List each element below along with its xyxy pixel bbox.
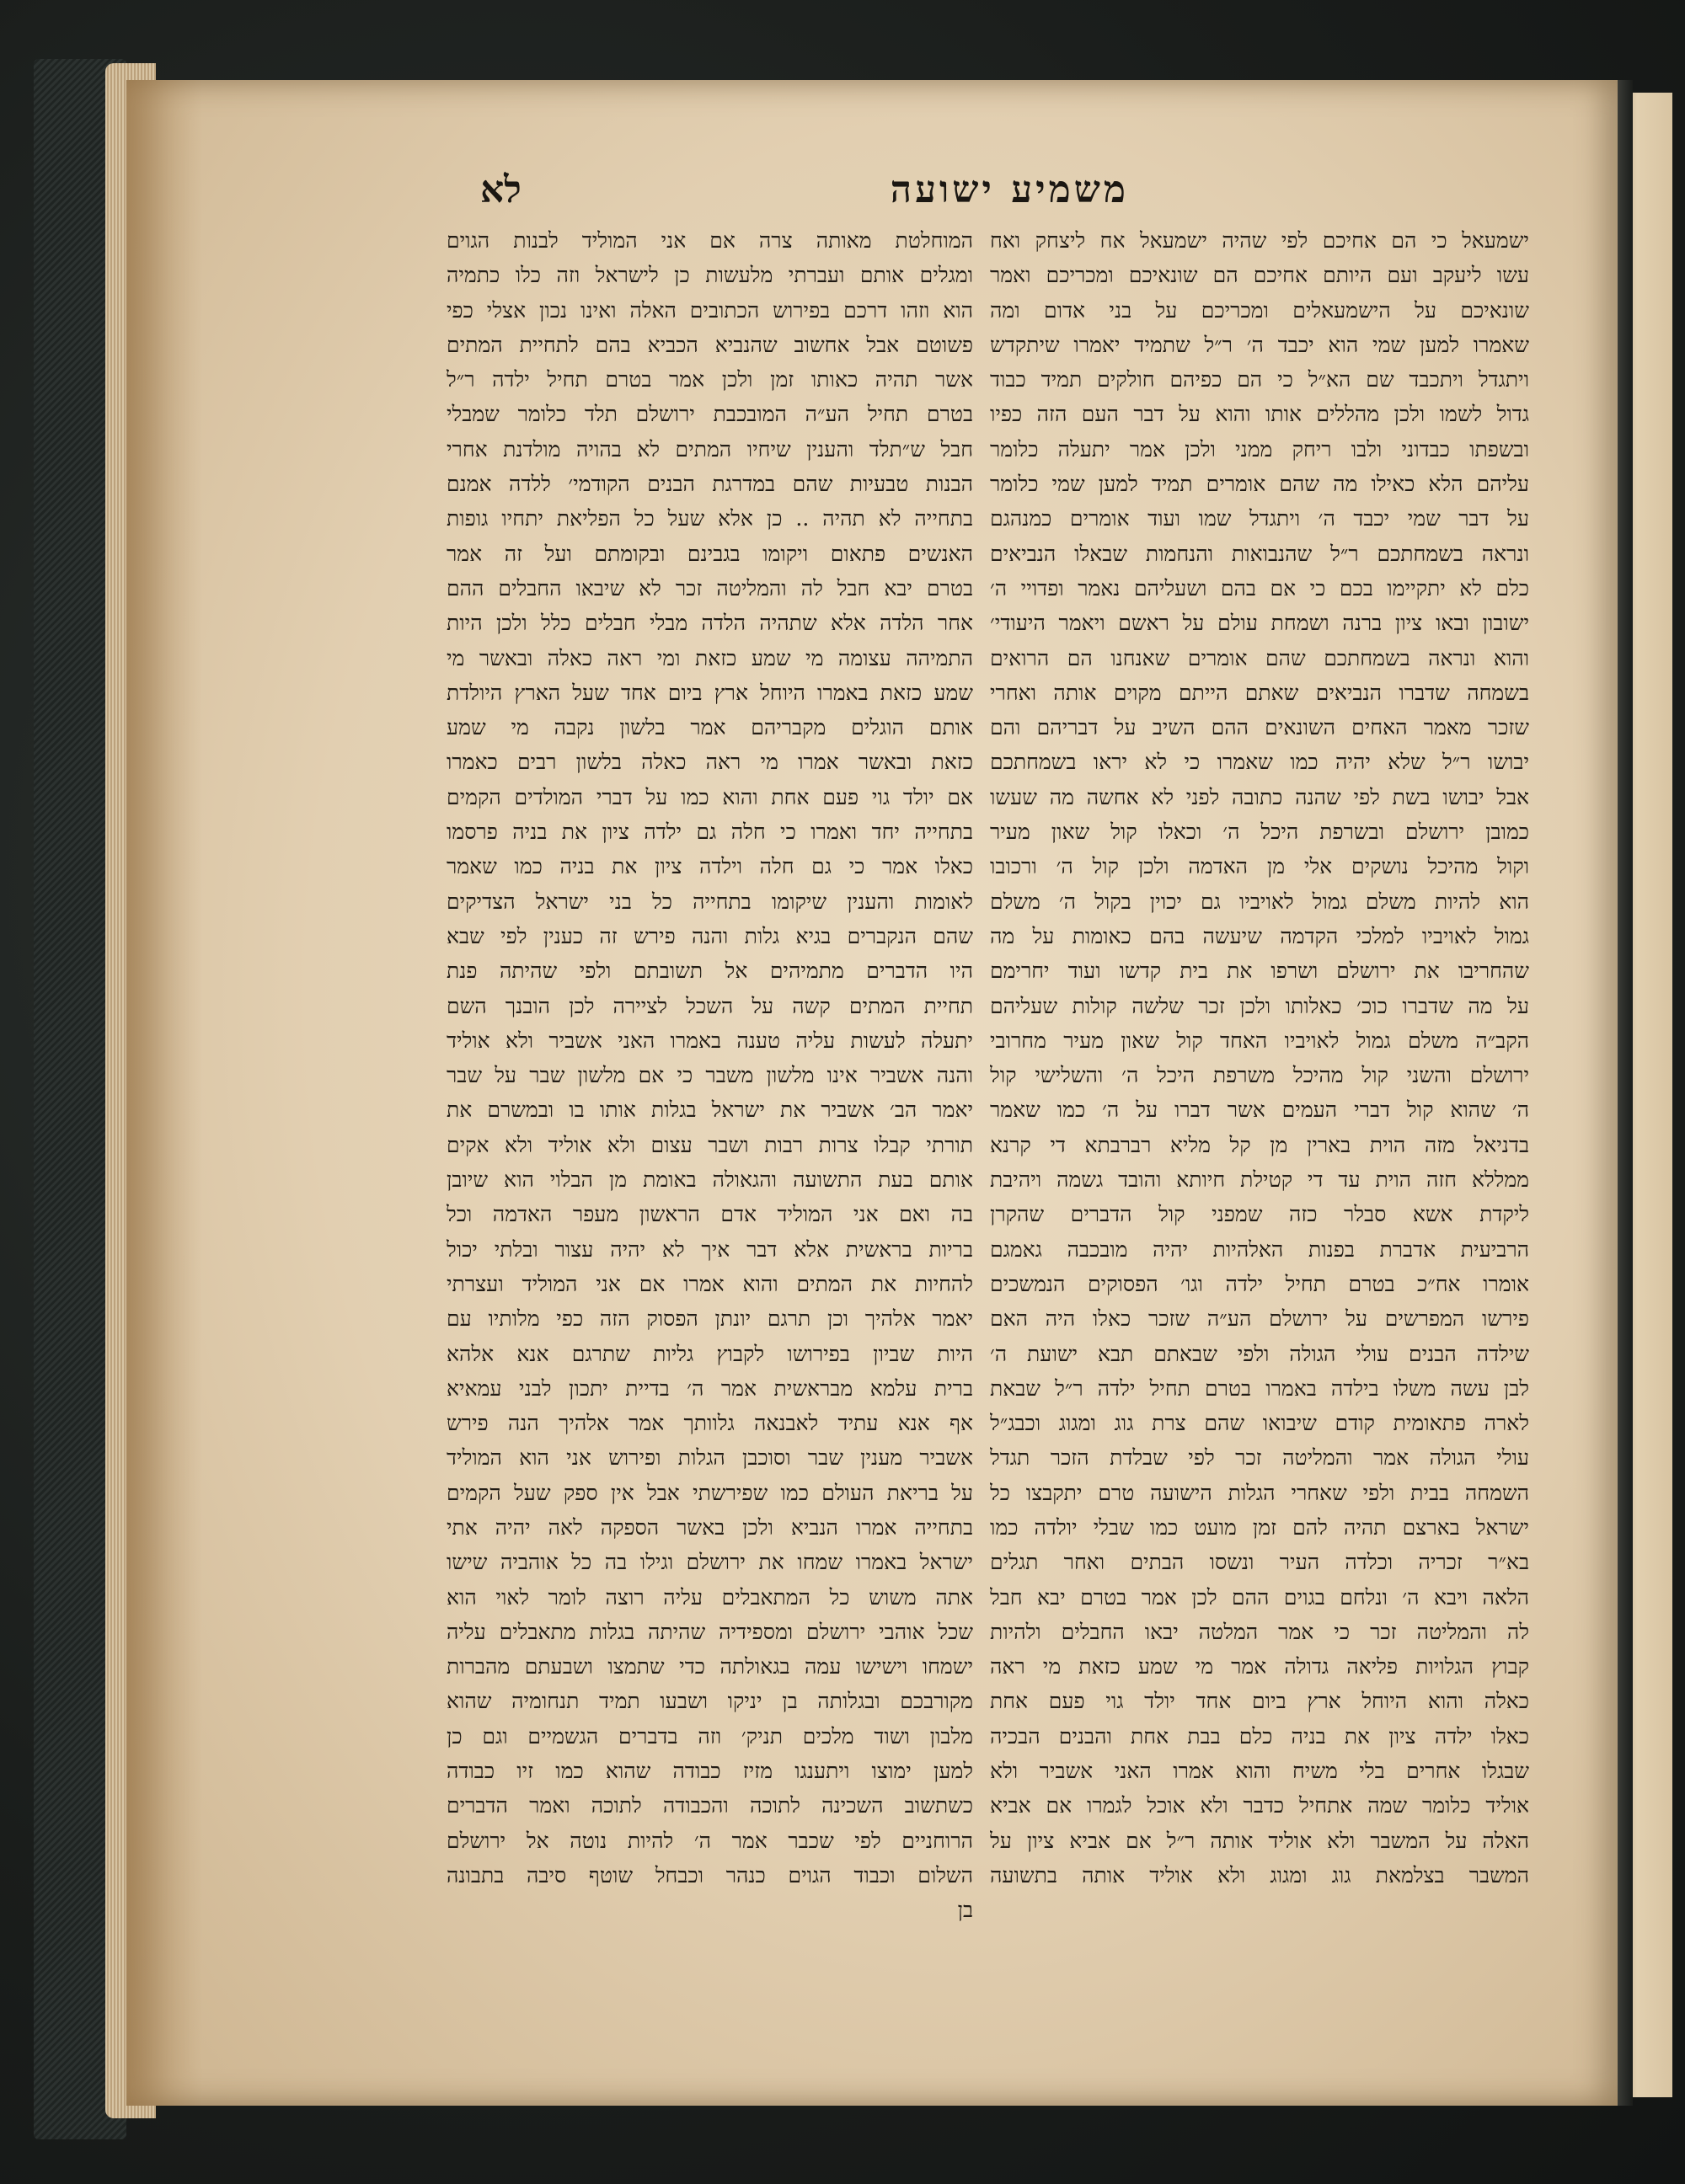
text-line: המשבר בצלמאת גוג ומגוג ולא אוליד אותה בתשועה (990, 1862, 1529, 1888)
text-line: תחיית המתים קשה על השכל לציירה לכן הובנך השם (447, 993, 973, 1018)
text-line: ובשפתו כבדוני ולבו ריחק ממני ולכן אמר יתעלה כלומר (990, 436, 1529, 462)
text-line: לבן עשה משלו בילדה באמרו בטרם תחיל ילדה ר״ל שבאת (990, 1375, 1529, 1401)
text-line: אומרו אח״כ בטרם תחיל ילדה וגו׳ הפסוקים הנמשכים (990, 1271, 1529, 1296)
text-line: התמיהה עצומה מי שמע כזאת ומי ראה כאלה ובאשר מי (447, 645, 973, 670)
text-line: כאלה והוא היוחל ארץ ביום אחד יולד גוי פעם אחת (990, 1689, 1529, 1714)
text-line: עשו ליעקב ועם היותם אחיכם הם שונאיכם ומכריכם ואמר (990, 263, 1529, 288)
text-line: אף אנא עתיד לאבנאה גלוותך אמר אלהיך הנה פירש (447, 1411, 973, 1436)
text-line: כאלו אמר כי גם חלה וילדה ציון את בניה כמו שאמר (447, 854, 973, 879)
text-line: גדול לשמו ולכן מהללים אותו והוא על דבר העם הזה כפיו (990, 402, 1529, 427)
text-line: פירשו המפרשים על ירושלם הע״ה שזכר כאלו היה האם (990, 1306, 1529, 1332)
text-line: בתחייה לא תהיה .. כן אלא שעל כל הפליאת יתחיו גופות (447, 506, 973, 531)
text-line: בתחייה יחד ואמרו כי חלה גם ילדה ציון את בניה פרסמו (447, 820, 973, 845)
text-line: למען ימוצו ויתענגו מזיז כבודה שהוא כמו זיו כבודה (447, 1759, 973, 1784)
text-line: האנשים פתאום ויקומו בגבינם ובקומתם ועל זה אמר (447, 541, 973, 566)
text-line: בדניאל מזה הוית בארין מן קל מליא רברבתא די קרנא (990, 1132, 1529, 1157)
text-line: אשביר מענין שבר וסוכבן הגלות ופירוש אני הוא המוליד (447, 1445, 973, 1471)
text-line: והוא ונראה בשמחתכם שהם אומרים שאנחנו הם הרואים (990, 645, 1529, 670)
text-line: עולי הגולה אמר והמליטה זכר לפי שבלדת הזכר תגדל (990, 1445, 1529, 1471)
text-line: ישובון ובאו ציון ברנה ושמחת עולם על ראשם ויאמר היעודי׳ (990, 611, 1529, 636)
text-line: שונאיכם על הישמעאלים ומכריכם על בני אדום ומה (990, 297, 1529, 323)
text-line: שבגלו אחרים בלי משיח והוא אמרו האני אשביר ולא (990, 1759, 1529, 1784)
text-line: כלם לא יתקיימו בכם כי אם בהם ושעליהם נאמר ופדויי ה׳ (990, 575, 1529, 601)
text-line: בטרם יבא חבל לה והמליטה זכר לא שיבאו החבלים ההם (447, 575, 973, 601)
text-line: הרביעית אדברת בפנות האלהיות יהיה מובכבה גאמגם (990, 1236, 1529, 1262)
book-gutter (1618, 80, 1633, 2106)
text-line: הלאה ויבא ה׳ ונלחם בגוים ההם לכן אמר בטרם יבא חבל (990, 1584, 1529, 1610)
text-line: אחר הלדה אלא שתהיה הלדה מבלי חבלים כלל ולכן היות (447, 611, 973, 636)
text-line: היות שביון בפירושו לקבוץ גליות שתרגם אנא אלהא (447, 1341, 973, 1366)
text-line: אבל יבושו בשת לפי שהנה כתובה לפני לא אחשה מה שעשו (990, 784, 1529, 809)
text-line: ונראה בשמחתכם ר״ל שהנבואות והנחמות שבאלו הנביאים (990, 541, 1529, 566)
text-line: בה ואם אני המוליד אדם הראשון מעפר האדמה וכל (447, 1202, 973, 1227)
text-line: לה והמליטה זכר כי אמר המלטה יבאו החבלים ולהיות (990, 1619, 1529, 1644)
folio-number: לא (480, 168, 522, 211)
text-line: ישראל באמרו שמחו את ירושלם וגילו בה כל אוהביה שישו (447, 1550, 973, 1575)
text-line: בן (957, 1898, 973, 1923)
text-line: לארה פתאומית קודם שיבואו שהם צרת גוג ומגוג וכבג״ל (990, 1411, 1529, 1436)
text-line: בא״ר זכריה וכלדה העיר ונשסו הבתים ואחר תגלים (990, 1550, 1529, 1575)
text-line: ה׳ שהוא קול דברי העמים אשר דברו על ה׳ כמו שאמר (990, 1097, 1529, 1123)
text-line: שהם הנקברים בגיא גלות והנה פירש זה כענין לפי שבא (447, 923, 973, 948)
text-line: פשוטם אבל אחשוב שהנביא הכביא בהם לתחיית המתים (447, 332, 973, 357)
text-line: היו הדברים מתמיהים אל תשובתם ולפי שהיתה פנת (447, 959, 973, 984)
text-line: בטרם תחיל הע״ה המובכבת ירושלם תלד כלומר שמבלי (447, 402, 973, 427)
running-header (480, 168, 1129, 227)
text-line: הוא להיות משלם גמול לאויביו גם יכוין בקול ה׳ משלם (990, 889, 1529, 914)
text-line: השלום וכבוד הגוים כנהר וכבחל שוטף סיבה בתבונה (447, 1862, 973, 1888)
text-line: לאומות והענין שיקומו בתחייה כל בני ישראל הצדיקים (447, 889, 973, 914)
text-line: ירושלם והשני קול מהיכל משרפת היכל ה׳ והשלישי קול (990, 1063, 1529, 1088)
text-line: אם יולד גוי פעם אחת והוא כמו על דברי המולדים הקמים (447, 784, 973, 809)
text-line: הקב״ה משלם גמול לאויביו האחד קול שאון מעיר מחרובי (990, 1028, 1529, 1053)
text-line: אשר תהיה כאותו זמן ולכן אמר בטרם תחיל ילדה ר״ל (447, 367, 973, 392)
text-column-right (990, 223, 1529, 1888)
text-line: מלבון ושוד מלכים תניק׳ וזה בדברים הגשמיים וגם כן (447, 1723, 973, 1749)
text-line: ממללא חזה הוית עד די קטילת חיותא והובד גשמה ויהיבת (990, 1167, 1529, 1193)
text-line: ומגלים אותם ועברתי מלעשות כן לישראל וזה כלו כתמיה (447, 263, 973, 288)
text-line: השמחה בבית ולפי שאחרי הגלות הישועה טרם יתקבצו כל (990, 1480, 1529, 1505)
text-line: על מה שדברו כוכ׳ כאלותו ולכן זכר שלשה קולות שעליהם (990, 993, 1529, 1018)
text-line: בשמחה שדברו הנביאים שאתם הייתם מקוים אותה ואחרי (990, 680, 1529, 705)
text-line: ויתגדל ויתכבד שם הא״ל כי הם כפיהם חולקים תמיד כבוד (990, 367, 1529, 392)
text-line: יבושו ר״ל שלא יהיה כמו שאמרו כי לא יראו בשמחתכם (990, 750, 1529, 775)
text-column-left (447, 223, 973, 1923)
text-line: שכל אוהבי ירושלם ומספידיה שהיתה בגלות מתאבלים עליה (447, 1619, 973, 1644)
text-line: קבוץ הגלויות פליאה גדולה אמר מי שמע כזאת מי ראה (990, 1654, 1529, 1679)
text-line: עליהם הלא כאילו מה שהם אומרים תמיד למען שמי כלומר (990, 472, 1529, 497)
text-line: ברית עלמא מבראשית אמר ה׳ בדיית יתכון לבני עמאיא (447, 1375, 973, 1401)
text-line: חבל ש״תלד והענין שיחיו המתים לא בהויה מולדנת אחרי (447, 436, 973, 462)
text-line: יאמר הב׳ אשביר את ישראל בגלות אותו בו ובמשרם את (447, 1097, 973, 1123)
text-line: הבנות טבעיות שהם במדרגת הבנים הקודמי׳ ללדה אמנם (447, 472, 973, 497)
text-line: תורתי קבלו צרות רבות ושבר עצום ולא אוליד ולא אקים (447, 1132, 973, 1157)
page-title: משמיע ישועה (890, 168, 1129, 211)
text-line: והנה אשביר אינו מלשון משבר כי אם מלשון שבר על שבר (447, 1063, 973, 1088)
text-line: אתה משוש כל המתאבלים עליה רוצה לומר לאוי הוא (447, 1584, 973, 1610)
text-line: אותם בעת התשועה והגאולה באומת מן הבלוי הוא שיובן (447, 1167, 973, 1193)
text-line: אותם הוגלים מקבריהם אמר בלשון נקבה מי שמע (447, 715, 973, 740)
text-line: ישמחו וישישו עמה בגאולתה כדי שתמצו ושבעתם מהברות (447, 1654, 973, 1679)
text-line: כמובן ירושלם ובשרפת היכל ה׳ וכאלו קול שאון מעיר (990, 820, 1529, 845)
text-line: שילדה הבנים עולי הגולה ולפי שבאתם תבא ישועת ה׳ (990, 1341, 1529, 1366)
text-line: להחיות את המתים והוא אמרו אם אני המוליד ועצרתי (447, 1271, 973, 1296)
text-line: כשתשוב השכינה לתוכה והכבודה לתוכה ואמר הדברים (447, 1793, 973, 1818)
text-line: ישמעאל כי הם אחיכם לפי שהיה ישמעאל אח ליצחק ואח (990, 228, 1529, 253)
text-line: שמע כזאת באמרו היוחל ארץ ביום אחד שעל הארץ היולדת (447, 680, 973, 705)
text-line: שזכר מאמר האחים השונאים ההם השיב על דבריהם והם (990, 715, 1529, 740)
text-line: הרוחניים לפי שכבר אמר ה׳ להיות נוטה אל ירושלם (447, 1828, 973, 1853)
text-line: שהחריבו את ירושלם ושרפו את בית קדשו ועוד יחרימם (990, 959, 1529, 984)
text-line: בתחייה אמרו הנביא ולכן באשר הספקה לאה יהיה אתי (447, 1514, 973, 1540)
text-line: וקול מהיכל נושקים אלי מן האדמה ולכן קול ה׳ ורכובו (990, 854, 1529, 879)
text-line: יתעלה לעשות עליה טענה באמרו האני אשביר ולא אוליד (447, 1028, 973, 1053)
text-line: ישראל בארצם תהיה להם זמן מועט כמו שבלי יולדה כמו (990, 1514, 1529, 1540)
text-line: הוא וזהו דרכם בפירוש הכתובים האלה ואינו נכון אצלי כפי (447, 297, 973, 323)
text-line: האלה על המשבר ולא אוליד אותה ר״ל אם אביא ציון על (990, 1828, 1529, 1853)
text-line: על דבר שמי יכבד ה׳ ויתגדל שמו ועוד אומרים כמנהגם (990, 506, 1529, 531)
text-line: גמול לאויביו למלכי הקדמה שיעשה בהם כאומות על מה (990, 923, 1529, 948)
text-line: ליקדת אשא סבלר כזה שמפני קול הדברים שהקרן (990, 1202, 1529, 1227)
text-line: המוחלטת מאותה צרה אם אני המוליד לבנות הגוים (447, 228, 973, 253)
text-line: מקורבכם ובגלותה בן יניקו ושבעו תמיד תנחומיה שהוא (447, 1689, 973, 1714)
text-line: בריות בראשית אלא דבר איך לא יהיה עצור ובלתי יכול (447, 1236, 973, 1262)
text-line: שאמרו למען שמי הוא יכבד ה׳ ר״ל שתמיד יאמרו שיתקדש (990, 332, 1529, 357)
text-line: אוליד כלומר שמה אתחיל כדבר ולא אוכל לגמרו אם אביא (990, 1793, 1529, 1818)
text-line: כזאת ובאשר אמרו מי ראה כאלה בלשון רבים כאמרו (447, 750, 973, 775)
text-line: יאמר אלהיך וכן תרגם יונתן הפסוק הזה כפי מלותיו עם (447, 1306, 973, 1332)
text-line: כאלו ילדה ציון את בניה כלם בבת אחת והבנים הבכיה (990, 1723, 1529, 1749)
text-line: על בריאת העולם כמו שפירשתי אבל אין ספק שעל הקמים (447, 1480, 973, 1505)
